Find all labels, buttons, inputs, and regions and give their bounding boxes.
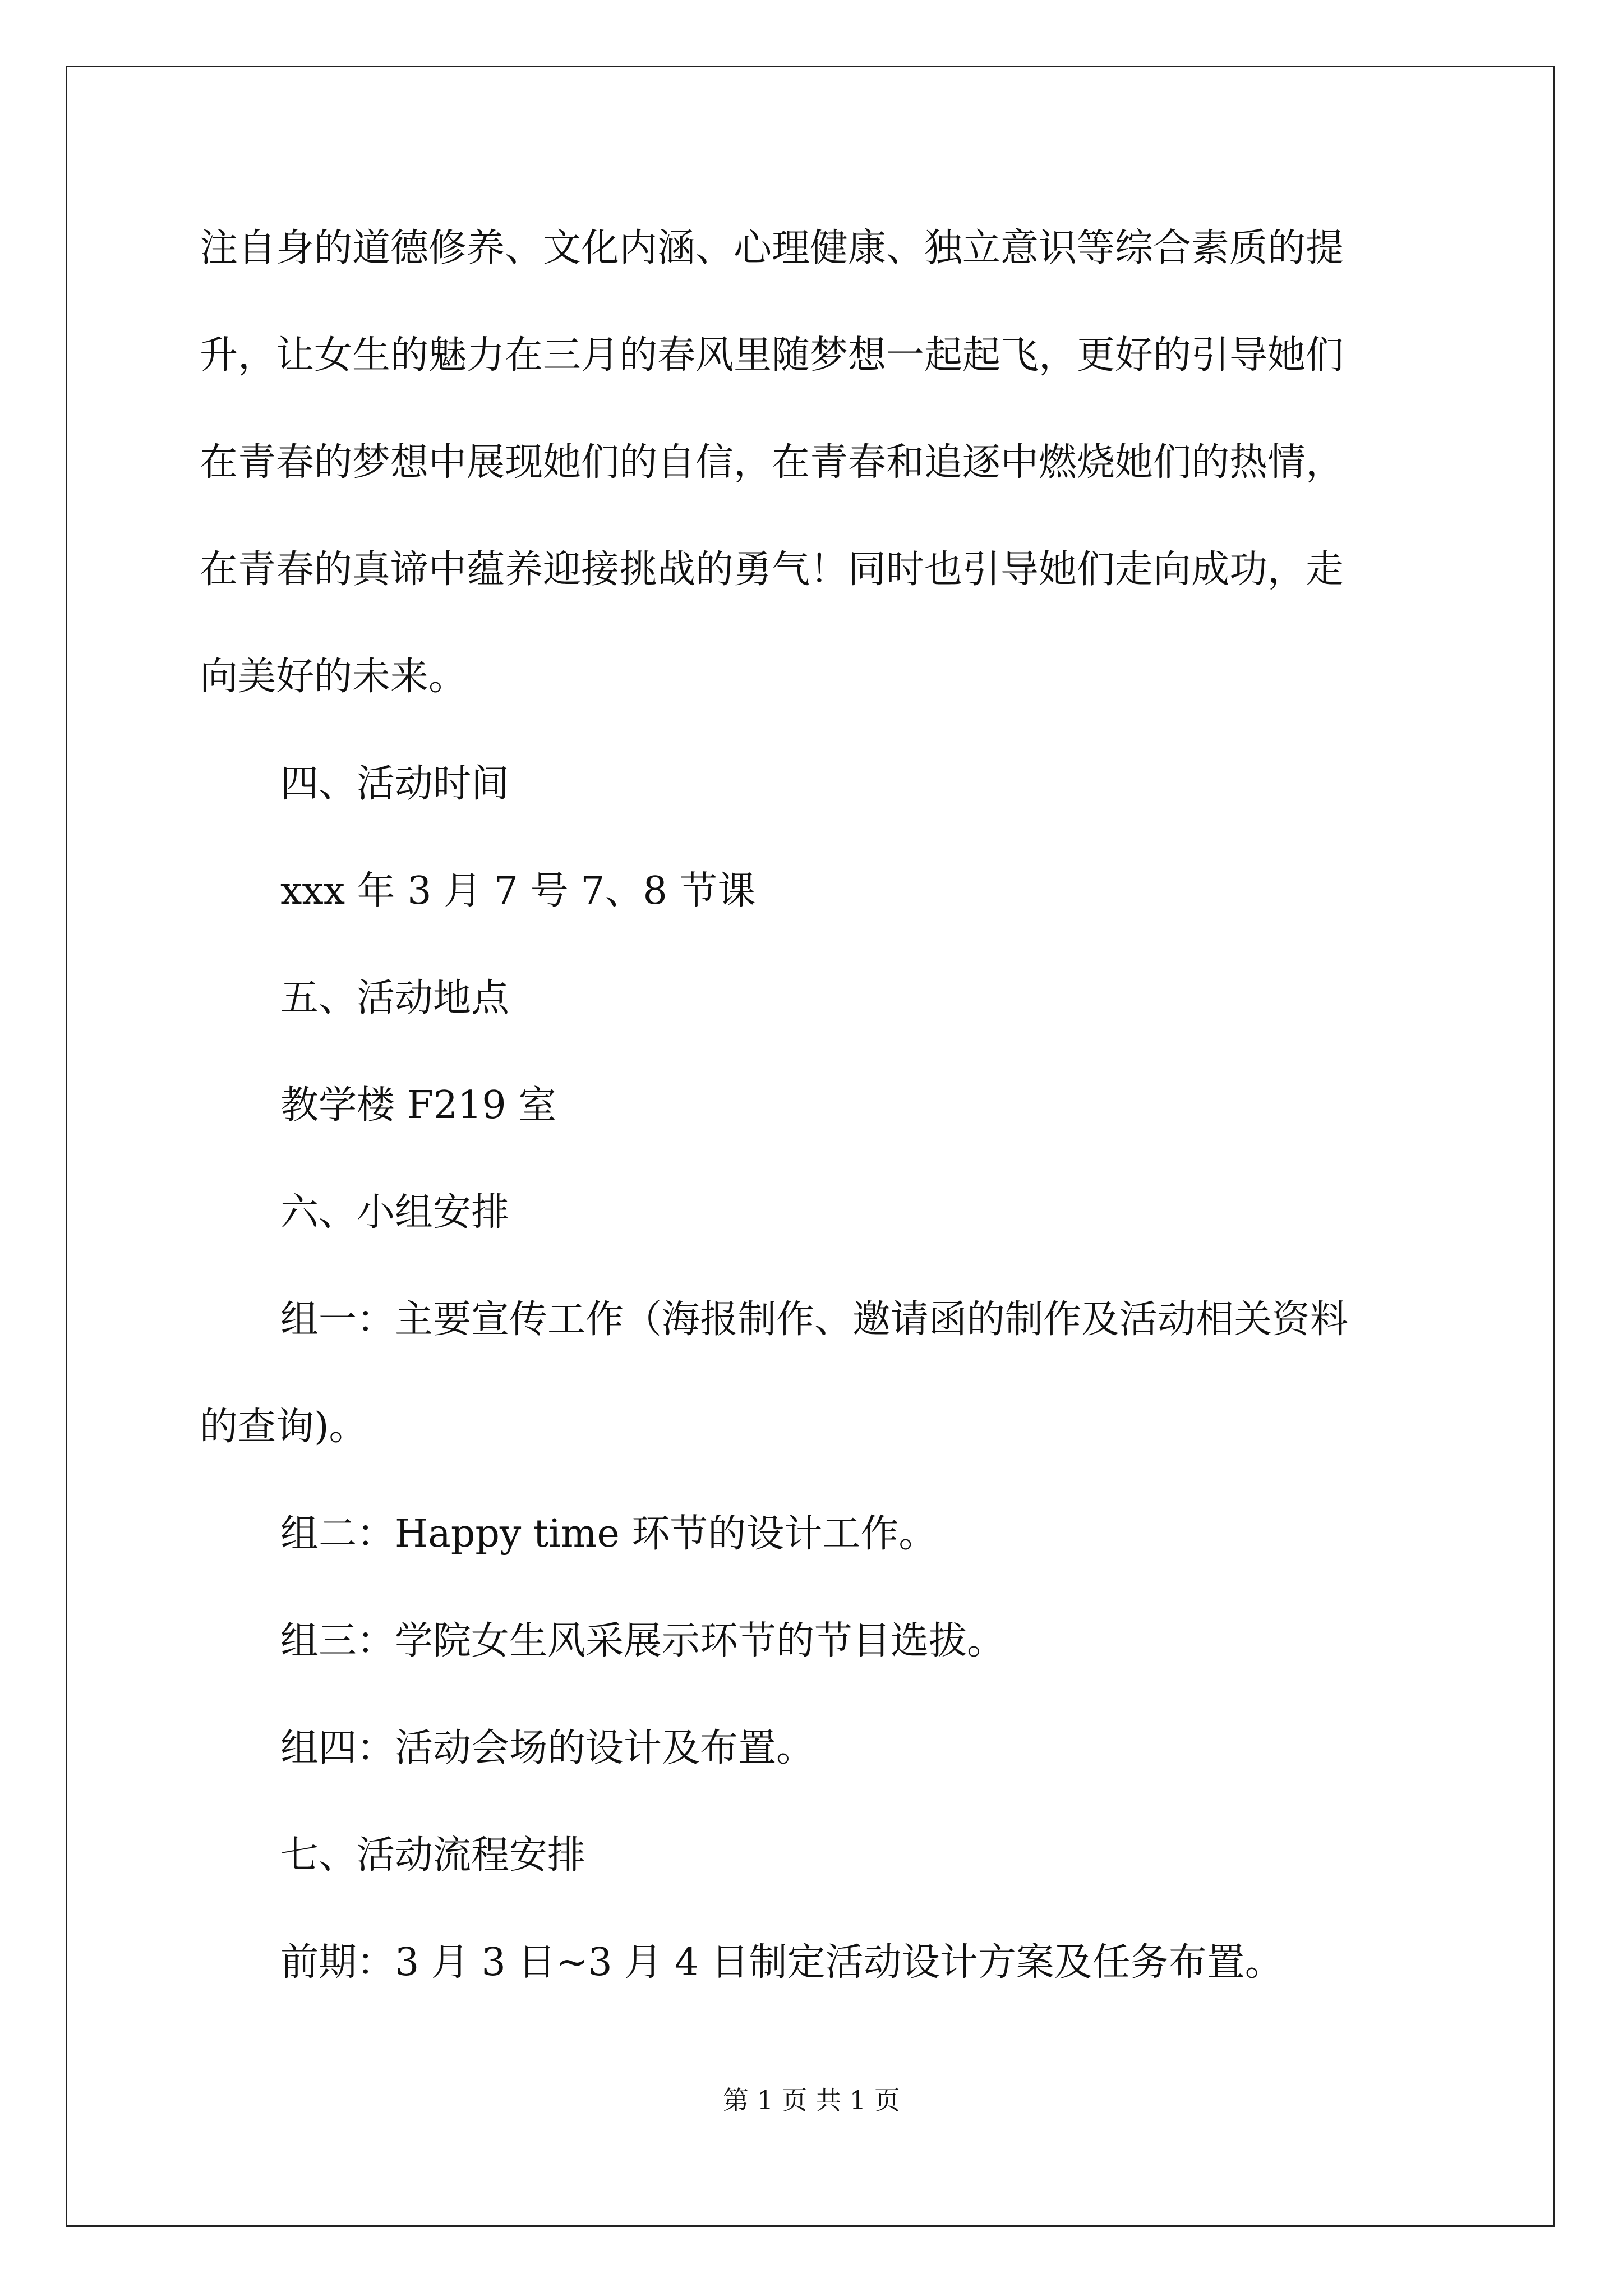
- section-heading-time: 四、活动时间: [280, 762, 510, 806]
- page-footer: 第 1 页 共 1 页: [723, 2085, 900, 2115]
- flow-early-stage: 前期：3 月 3 日~3 月 4 日制定活动设计方案及任务布置。: [280, 1940, 1283, 1985]
- paragraph-line: 向美好的未来。: [200, 655, 467, 699]
- section-heading-groups: 六、小组安排: [280, 1190, 510, 1235]
- page-border: [66, 66, 1555, 2227]
- group-one: 组一：主要宣传工作（海报制作、邀请函的制作及活动相关资料: [280, 1297, 1349, 1342]
- section-heading-location: 五、活动地点: [280, 976, 510, 1020]
- section-heading-flow: 七、活动流程安排: [280, 1833, 586, 1878]
- paragraph-line: 在青春的真谛中蕴养迎接挑战的勇气！同时也引导她们走向成功，走: [200, 547, 1344, 592]
- paragraph-line: 注自身的道德修养、文化内涵、心理健康、独立意识等综合素质的提: [200, 226, 1344, 270]
- paragraph-line: 在青春的梦想中展现她们的自信，在青春和追逐中燃烧她们的热情，: [200, 440, 1344, 485]
- group-three: 组三：学院女生风采展示环节的节目选拔。: [280, 1619, 1006, 1663]
- activity-time: xxx 年 3 月 7 号 7、8 节课: [280, 869, 756, 913]
- group-two: 组二：Happy time 环节的设计工作。: [280, 1512, 937, 1556]
- paragraph-line: 升，让女生的魅力在三月的春风里随梦想一起起飞，更好的引导她们: [200, 333, 1344, 378]
- activity-location: 教学楼 F219 室: [280, 1083, 557, 1128]
- group-four: 组四：活动会场的设计及布置。: [280, 1726, 815, 1770]
- group-one-continued: 的查询)。: [200, 1405, 367, 1449]
